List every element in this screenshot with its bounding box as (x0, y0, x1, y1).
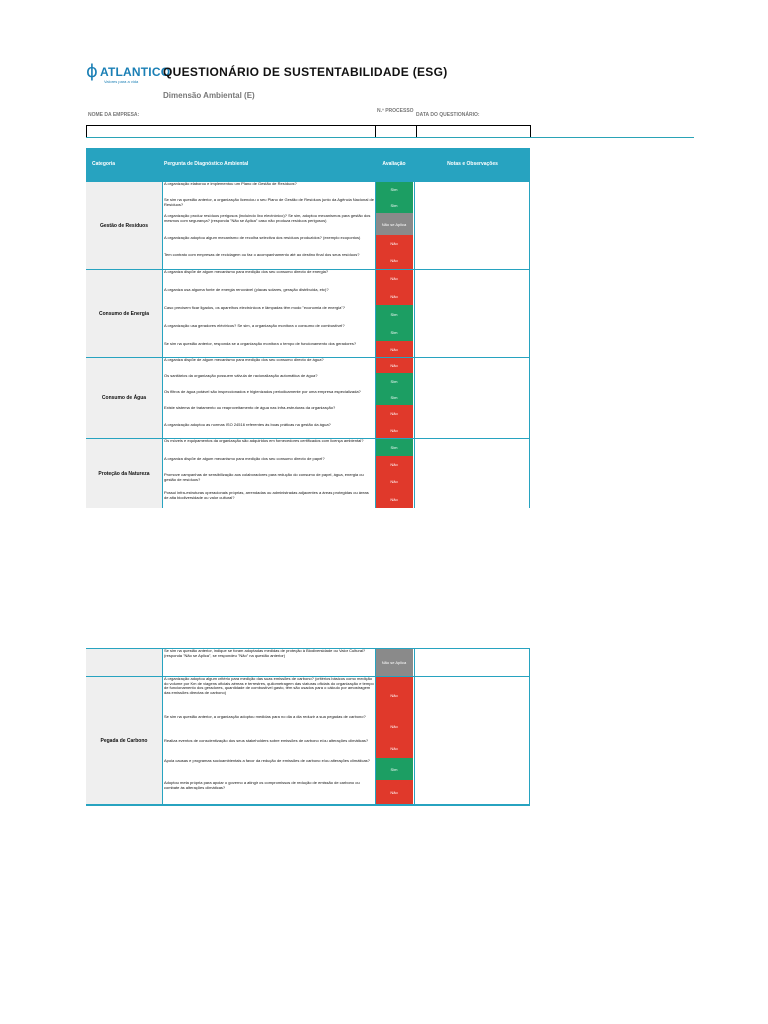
table-row (162, 648, 530, 676)
evaluation-cell[interactable]: Sim (375, 181, 413, 197)
question-text: Se sim na questão anterior, a organização licenciou o seu Plano de Gestão de Resíduos junto da Agência Nacional de Resíduos? (164, 198, 374, 207)
page-subtitle: Dimensão Ambiental (E) (163, 91, 255, 100)
category-divider (86, 269, 530, 270)
column-header-notes: Notas e Observações (447, 161, 498, 167)
question-text: A organiza dispõe de algum mecanismo para medição dos seu consumo directo de água? (164, 358, 324, 362)
evaluation-cell[interactable]: Não se Aplica (375, 213, 413, 235)
table-row (162, 213, 530, 235)
table-bottom-border (86, 804, 530, 806)
logo-symbol-icon: ɸ (86, 61, 98, 82)
table-row (162, 235, 530, 252)
logo-tagline: Valores para a vida (104, 79, 139, 84)
evaluation-cell[interactable]: Não (375, 456, 413, 472)
header-divider (86, 137, 694, 138)
question-text: A organização adoptou algum mecanismo de recolha selectiva dos resíduos produzidos? (exemplo ecopontos) (164, 236, 361, 240)
question-text: A organização produz resíduos perigosos (incluindo lixo electrónico)? Se sim, adoptou mecanismos para gestão dos mesmos com segurança? (responda "Não se Aplica" caso não produza resíduos perigosos) (164, 214, 371, 223)
table-row (162, 252, 530, 269)
evaluation-cell[interactable]: Não (375, 676, 413, 714)
category-cell (86, 648, 162, 676)
table-row (162, 197, 530, 213)
evaluation-cell[interactable]: Sim (375, 758, 413, 780)
question-text: A organização adoptou algum critério para medição das suas emissões de carbono? (critérios básicos como medição do volume por Km de viagens oficiais aéreas e terrestres, quilometragem das viaturas oficiais do organização e tempo de funcionamento dos geradores, quantidade de combustível gasto, têm são usados para o cálculo por amostragem das emissões directas de carbono) (164, 677, 374, 695)
category-divider (86, 676, 530, 677)
column-header-category: Categoria (92, 161, 116, 167)
question-text: Se sim na questão anterior, responda se a organização monitora o tempo de funcionamento dos geradores? (164, 342, 357, 346)
process-number-label: N.º PROCESSO (377, 108, 414, 114)
evaluation-cell[interactable]: Não (375, 490, 413, 508)
question-text: A organização elaborou e implementou um Plano de Gestão de Resíduos? (164, 182, 297, 186)
question-text: Adoptou meta própria para apoiar o governo a atingir os compromissos de redução de emissão de carbono ou combate às alterações climáticas? (164, 781, 360, 790)
question-text: Caso precisem ficar ligados, os aparelhos electrónicos e lâmpadas têm modo "economia de energia"? (164, 306, 345, 310)
question-text: Promove campanhas de sensibilização aos colaboradores para redução do consumo de papel, água, energia ou gestão de resíduos? (164, 473, 364, 482)
category-column-line (162, 181, 163, 508)
category-divider (86, 357, 530, 358)
category-cell: Gestão de Resíduos (86, 181, 162, 269)
question-text: A organiza dispõe de algum mecanismo para medição dos seu consumo directo de energia? (164, 270, 329, 274)
company-logo (86, 61, 171, 89)
evaluation-right-line (414, 648, 415, 804)
evaluation-cell[interactable]: Sim (375, 305, 413, 323)
table-header (86, 148, 530, 181)
table-right-line (529, 648, 530, 804)
table-row (162, 287, 530, 305)
questionnaire-table-page-2 (86, 648, 530, 820)
evaluation-cell[interactable]: Não (375, 738, 413, 758)
evaluation-cell[interactable]: Não se Aplica (375, 648, 413, 676)
category-divider (86, 648, 530, 649)
category-column-line (162, 648, 163, 804)
evaluation-cell[interactable]: Não (375, 405, 413, 422)
questionnaire-table-page-1 (86, 148, 530, 530)
category-divider (86, 438, 530, 439)
evaluation-cell[interactable]: Não (375, 714, 413, 738)
column-header-evaluation: Avaliação (382, 161, 406, 167)
question-text: Apoia causas e programas socioambientais a favor da redução de emissões de carbono e/ou alterações climáticas? (164, 759, 370, 763)
table-row (162, 438, 530, 456)
question-text: Realiza eventos de conscientização dos seus stakeholders sobre emissões de carbono e/ou alterações climáticas? (164, 739, 369, 743)
evaluation-cell[interactable]: Sim (375, 389, 413, 405)
evaluation-cell[interactable]: Não (375, 780, 413, 804)
evaluation-cell[interactable]: Não (375, 235, 413, 252)
table-row (162, 780, 530, 804)
table-row (162, 405, 530, 422)
evaluation-cell[interactable]: Não (375, 287, 413, 305)
table-row (162, 422, 530, 438)
table-row (162, 373, 530, 389)
question-text: Os filtros de água potável são inspeccionados e higienizados periodicamente por uma empresa especializada? (164, 390, 361, 394)
column-header-question: Pergunta de Diagnóstico Ambiental (164, 161, 249, 167)
evaluation-cell[interactable]: Não (375, 472, 413, 490)
table-row (162, 758, 530, 780)
table-row (162, 305, 530, 323)
question-text: A organização adoptou as normas ISO 24516 referentes às boas práticas na gestão da água? (164, 423, 331, 427)
company-name-label: NOME DA EMPRESA: (88, 112, 140, 118)
category-divider (86, 181, 530, 182)
question-text: Os móveis e equipamentos da organização são adquiridos em fornecedores certificados com licença ambiental? (164, 439, 364, 443)
evaluation-cell[interactable]: Sim (375, 373, 413, 389)
category-cell: Pegada de Carbono (86, 676, 162, 804)
table-row (162, 181, 530, 197)
table-row (162, 323, 530, 341)
table-row (162, 738, 530, 758)
evaluation-cell[interactable]: Não (375, 252, 413, 269)
category-cell: Proteção da Natureza (86, 438, 162, 508)
evaluation-left-line (375, 648, 376, 804)
evaluation-cell[interactable]: Não (375, 357, 413, 373)
table-row (162, 490, 530, 508)
table-row (162, 676, 530, 714)
question-text: Se sim na questão anterior, indique se foram adoptadas medidas de proteção à Biodiversidade ou Valor Cultural? (responda "Não se Aplica", se respondeu "Não" na questão anterior) (164, 649, 366, 658)
table-row (162, 269, 530, 287)
page-title: QUESTIONÁRIO DE SUSTENTABILIDADE (ESG) (163, 65, 448, 79)
evaluation-cell[interactable]: Sim (375, 197, 413, 213)
table-row (162, 472, 530, 490)
evaluation-left-line (375, 181, 376, 508)
table-right-line (529, 181, 530, 508)
question-text: Os sanitários da organização possuem válvula de racionalização automática de água? (164, 374, 318, 378)
question-text: Se sim na questão anterior, a organização adoptou medidas para no dia a dia reduzir a sua pegadas de carbono? (164, 715, 366, 719)
table-row (162, 341, 530, 357)
category-cell: Consumo de Energia (86, 269, 162, 357)
evaluation-cell[interactable]: Não (375, 341, 413, 357)
questionnaire-date-label: DATA DO QUESTIONÁRIO: (416, 112, 480, 118)
table-row (162, 389, 530, 405)
question-text: A organiza dispõe de algum mecanismo para medição dos seu consumo directo de papel? (164, 457, 325, 461)
evaluation-cell[interactable]: Não (375, 422, 413, 438)
evaluation-cell[interactable]: Sim (375, 323, 413, 341)
table-row (162, 714, 530, 738)
question-text: Tem contrato com empresas de reciclagem ou faz o acompanhamento até ao destino final dos seus resíduos? (164, 253, 360, 257)
question-text: Possui infra-estruturas operacionais próprias, arrendadas ou administradas adjacentes a áreas protegidas ou áreas de alta biodiversidade ou valor cultural? (164, 491, 369, 500)
evaluation-cell[interactable]: Não (375, 269, 413, 287)
logo-name: ATLANTICO (100, 65, 171, 79)
evaluation-right-line (414, 181, 415, 508)
table-row (162, 357, 530, 373)
question-text: A organiza usa alguma fonte de energia renovável (placas solares, geração distribuída, etc)? (164, 288, 329, 292)
question-text: A organização usa geradores eléctricos? Se sim, a organização monitora o consumo de combustível? (164, 324, 345, 328)
evaluation-cell[interactable]: Sim (375, 438, 413, 456)
category-cell: Consumo de Água (86, 357, 162, 438)
table-row (162, 456, 530, 472)
question-text: Existe sistema de tratamento ou reaproveitamento de água nas infra-estruturas da organização? (164, 406, 336, 410)
